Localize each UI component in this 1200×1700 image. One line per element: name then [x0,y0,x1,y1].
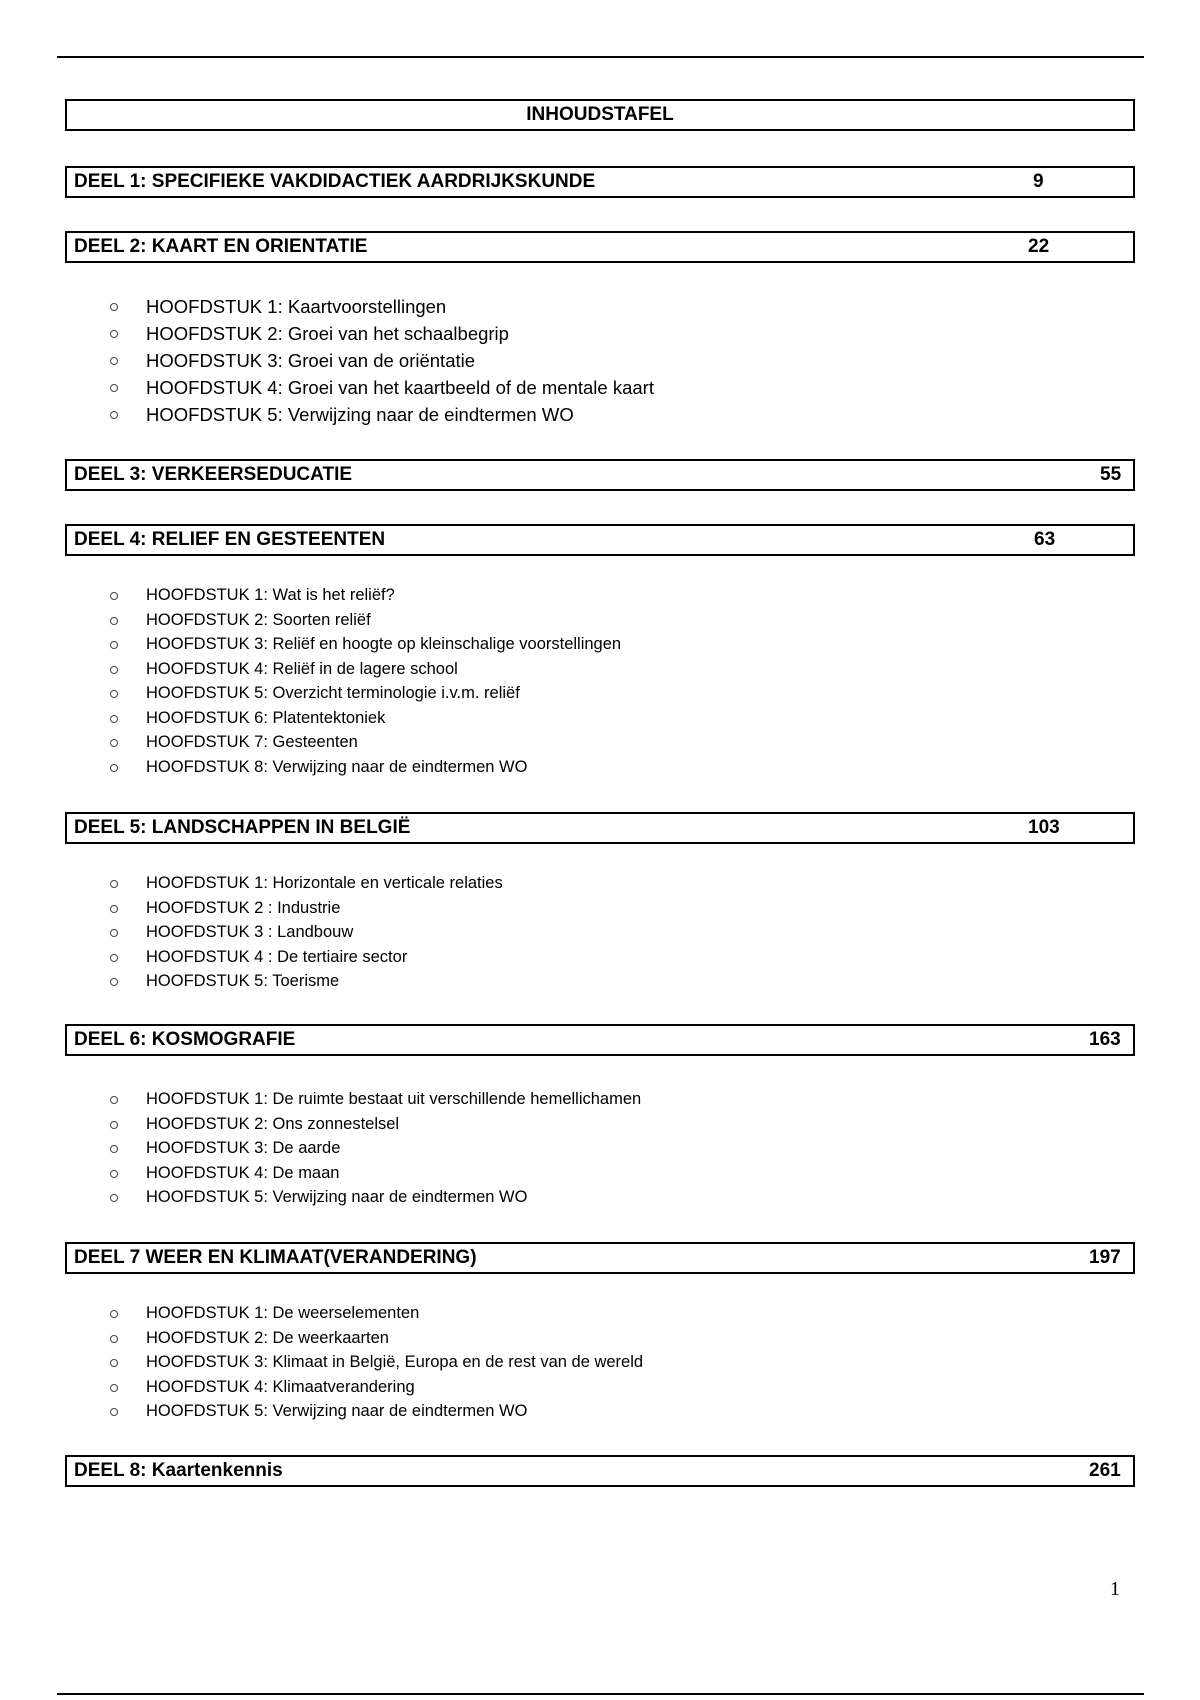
chapter-label: HOOFDSTUK 3: Klimaat in België, Europa en de rest van de wereld [146,1353,644,1371]
circle-bullet-icon [110,617,118,625]
chapter-label: HOOFDSTUK 1: Wat is het reliëf? [146,586,395,604]
chapter-label: HOOFDSTUK 3 : Landbouw [146,923,354,941]
circle-bullet-icon [110,1310,118,1318]
circle-bullet-icon [110,1408,118,1416]
circle-bullet-icon [110,978,118,986]
chapter-label: HOOFDSTUK 4: De maan [146,1163,340,1182]
part-title: DEEL 8: Kaartenkennis [74,1460,283,1481]
circle-bullet-icon [110,1170,118,1178]
part-page-number: 163 [1089,1029,1121,1050]
chapter-label: HOOFDSTUK 2: Ons zonnestelsel [146,1114,400,1133]
part-page-number: 63 [1034,529,1056,550]
circle-bullet-icon [110,592,118,600]
chapter-label: HOOFDSTUK 8: Verwijzing naar de eindtermen WO [146,757,528,776]
part-2-box [65,231,1135,263]
page-number: 1 [1110,1578,1120,1600]
chapter-label: HOOFDSTUK 1: Kaartvoorstellingen [146,296,447,317]
circle-bullet-icon [110,411,118,419]
part-page-number: 261 [1089,1460,1121,1481]
circle-bullet-icon [110,929,118,937]
chapter-label: HOOFDSTUK 2 : Industrie [146,898,341,917]
part-1-box [65,166,1135,198]
circle-bullet-icon [110,905,118,913]
circle-bullet-icon [110,1384,118,1392]
chapter-label: HOOFDSTUK 5: Verwijzing naar de eindtermen WO [146,1188,528,1206]
chapter-label: HOOFDSTUK 5: Toerisme [146,972,340,990]
circle-bullet-icon [110,330,118,338]
part-page-number: 9 [1033,171,1044,192]
chapter-label: HOOFDSTUK 2: Soorten reliëf [146,610,371,629]
circle-bullet-icon [110,1096,118,1104]
chapter-label: HOOFDSTUK 4 : De tertiaire sector [146,947,408,966]
circle-bullet-icon [110,357,118,365]
part-title: DEEL 5: LANDSCHAPPEN IN BELGIË [74,817,411,838]
part-page-number: 197 [1089,1247,1121,1268]
part-4-box [65,524,1135,556]
circle-bullet-icon [110,384,118,392]
chapter-label: HOOFDSTUK 3: Groei van de oriëntatie [146,350,476,371]
circle-bullet-icon [110,1335,118,1343]
part-title: DEEL 6: KOSMOGRAFIE [74,1029,296,1050]
chapter-label: HOOFDSTUK 2: Groei van het schaalbegrip [146,323,509,344]
toc-title-box [65,99,1135,131]
part-5-box [65,812,1135,844]
chapter-label: HOOFDSTUK 5: Verwijzing naar de eindtermen WO [146,404,574,425]
circle-bullet-icon [110,666,118,674]
circle-bullet-icon [110,764,118,772]
part-title: DEEL 1: SPECIFIEKE VAKDIDACTIEK AARDRIJKSKUNDE [74,171,596,192]
circle-bullet-icon [110,739,118,747]
part-page-number: 103 [1028,817,1060,838]
chapter-label: HOOFDSTUK 6: Platentektoniek [146,708,386,727]
circle-bullet-icon [110,641,118,649]
chapter-label: HOOFDSTUK 3: De aarde [146,1139,341,1157]
chapter-label: HOOFDSTUK 1: De weerselementen [146,1304,420,1322]
chapter-label: HOOFDSTUK 2: De weerkaarten [146,1328,389,1347]
part-8-box [65,1455,1135,1487]
part-page-number: 55 [1100,464,1122,485]
part-title: DEEL 3: VERKEERSEDUCATIE [74,464,353,485]
part-title: DEEL 2: KAART EN ORIENTATIE [74,236,368,257]
part-3-box [65,459,1135,491]
chapter-label: HOOFDSTUK 4: Groei van het kaartbeeld of de mentale kaart [146,377,654,398]
top-rule [57,56,1144,58]
chapter-label: HOOFDSTUK 4: Reliëf in de lagere school [146,659,458,678]
toc-title: INHOUDSTAFEL [526,104,674,125]
circle-bullet-icon [110,954,118,962]
circle-bullet-icon [110,303,118,311]
chapter-label: HOOFDSTUK 1: De ruimte bestaat uit verschillende hemellichamen [146,1090,642,1108]
circle-bullet-icon [110,1145,118,1153]
circle-bullet-icon [110,1121,118,1129]
part-7-box [65,1242,1135,1274]
chapter-label: HOOFDSTUK 7: Gesteenten [146,733,358,751]
circle-bullet-icon [110,1359,118,1367]
chapter-label: HOOFDSTUK 5: Overzicht terminologie i.v.m. reliëf [146,684,520,702]
chapter-label: HOOFDSTUK 1: Horizontale en verticale relaties [146,874,503,892]
part-title: DEEL 4: RELIEF EN GESTEENTEN [74,529,386,550]
chapter-label: HOOFDSTUK 3: Reliëf en hoogte op kleinschalige voorstellingen [146,635,622,653]
circle-bullet-icon [110,1194,118,1202]
part-page-number: 22 [1028,236,1050,257]
bottom-rule [57,1693,1144,1695]
chapter-label: HOOFDSTUK 5: Verwijzing naar de eindtermen WO [146,1402,528,1420]
circle-bullet-icon [110,715,118,723]
part-title: DEEL 7 WEER EN KLIMAAT(VERANDERING) [74,1247,477,1268]
circle-bullet-icon [110,880,118,888]
circle-bullet-icon [110,690,118,698]
part-6-box [65,1024,1135,1056]
chapter-label: HOOFDSTUK 4: Klimaatverandering [146,1377,415,1396]
